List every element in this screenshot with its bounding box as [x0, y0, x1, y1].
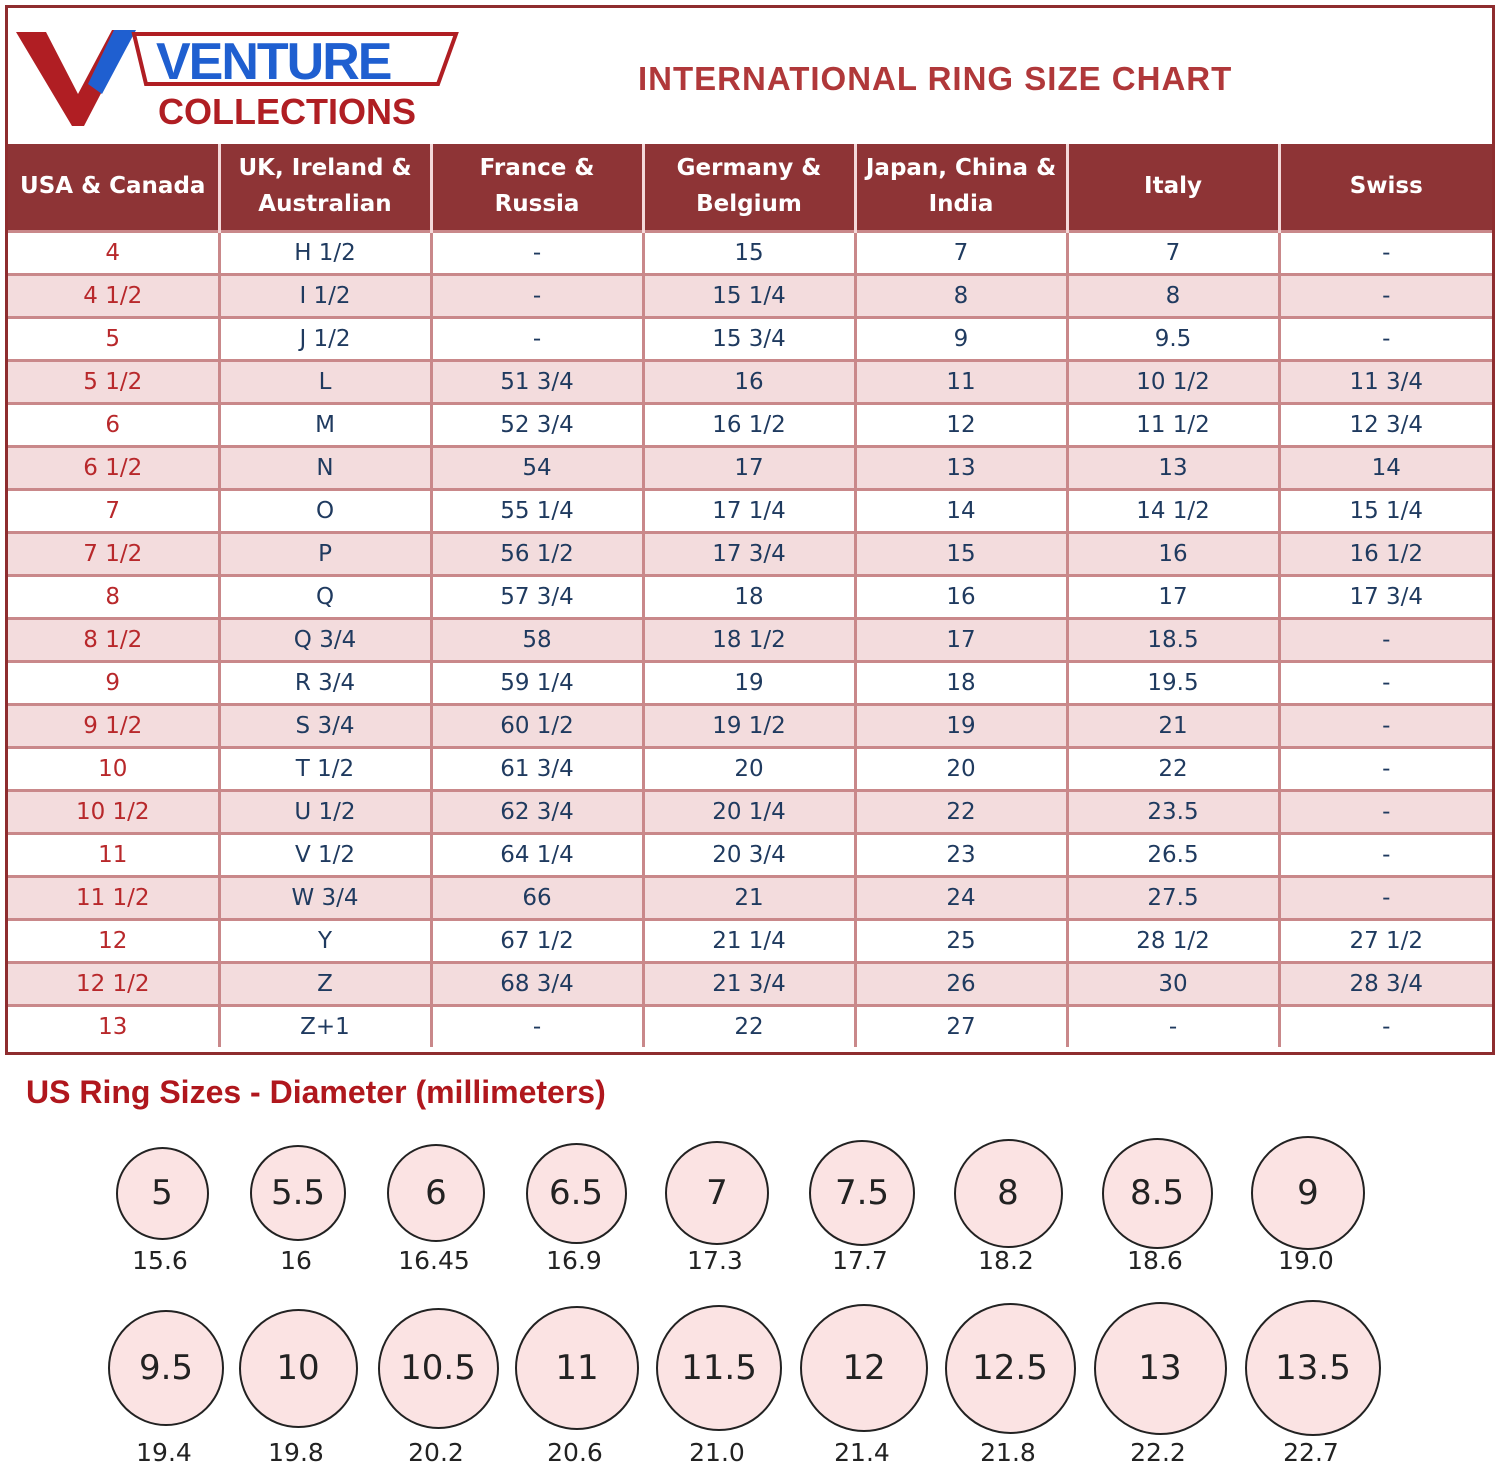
diameter-label: 19.8	[268, 1438, 324, 1467]
table-cell: 57 3/4	[431, 576, 643, 619]
ring-size-circle: 7.5	[809, 1140, 915, 1246]
table-cell: 8	[855, 275, 1067, 318]
table-cell: 28 3/4	[1279, 963, 1492, 1006]
table-cell: 21	[643, 877, 855, 920]
column-header-text: Belgium	[696, 191, 802, 217]
column-header	[643, 144, 855, 232]
column-header	[219, 144, 431, 232]
column-header	[8, 144, 219, 232]
table-cell: T 1/2	[219, 748, 431, 791]
table-cell: 21 1/4	[643, 920, 855, 963]
diameter-label: 21.4	[834, 1438, 890, 1467]
table-cell: 8 1/2	[8, 619, 219, 662]
table-cell: 14 1/2	[1067, 490, 1279, 533]
table-cell: S 3/4	[219, 705, 431, 748]
table-row	[8, 490, 1492, 533]
table-cell: 5 1/2	[8, 361, 219, 404]
table-cell: -	[1279, 1006, 1492, 1048]
table-cell: 20	[643, 748, 855, 791]
table-cell: H 1/2	[219, 232, 431, 275]
table-row	[8, 920, 1492, 963]
ring-size-circle: 13.5	[1245, 1300, 1381, 1436]
column-header-text: Italy	[1144, 173, 1202, 200]
ring-size-circle: 12	[800, 1304, 928, 1432]
table-cell: 17	[643, 447, 855, 490]
table-cell: 67 1/2	[431, 920, 643, 963]
table-cell: 18	[855, 662, 1067, 705]
diameter-label: 22.7	[1283, 1438, 1339, 1467]
ring-size-circle: 8.5	[1102, 1138, 1213, 1249]
diameter-label: 19.0	[1278, 1246, 1334, 1275]
ring-size-circle: 11.5	[656, 1305, 782, 1431]
table-row	[8, 576, 1492, 619]
diameter-label: 17.3	[687, 1246, 743, 1275]
table-cell: 11 1/2	[1067, 404, 1279, 447]
table-cell: 7	[8, 490, 219, 533]
table-cell: 22	[1067, 748, 1279, 791]
table-row	[8, 662, 1492, 705]
table-cell: P	[219, 533, 431, 576]
table-cell: 22	[855, 791, 1067, 834]
table-cell: 13	[855, 447, 1067, 490]
table-cell: -	[1067, 1006, 1279, 1048]
ring-size-circle: 7	[665, 1141, 769, 1245]
table-cell: Q 3/4	[219, 619, 431, 662]
table-row	[8, 318, 1492, 361]
column-header	[1067, 144, 1279, 232]
header	[8, 8, 1492, 144]
table-cell: 15	[855, 533, 1067, 576]
column-header	[855, 144, 1067, 232]
table-cell: 18	[643, 576, 855, 619]
table-row	[8, 705, 1492, 748]
ring-size-circle: 12.5	[945, 1303, 1076, 1434]
table-body	[8, 232, 1492, 1048]
table-cell: 21	[1067, 705, 1279, 748]
table-cell: 17 1/4	[643, 490, 855, 533]
table-cell: 30	[1067, 963, 1279, 1006]
diameter-label: 21.0	[689, 1438, 745, 1467]
table-cell: 17	[1067, 576, 1279, 619]
ring-size-circle: 5.5	[250, 1145, 346, 1241]
table-cell: 20 1/4	[643, 791, 855, 834]
table-cell: 11	[855, 361, 1067, 404]
table-cell: 8	[1067, 275, 1279, 318]
logo-text-bottom: COLLECTIONS	[158, 91, 416, 132]
table-cell: 19 1/2	[643, 705, 855, 748]
ring-size-circle: 9.5	[108, 1310, 224, 1426]
table-cell: -	[1279, 834, 1492, 877]
ring-size-circle: 6	[387, 1144, 485, 1242]
table-cell: 9 1/2	[8, 705, 219, 748]
column-header	[431, 144, 643, 232]
table-cell: -	[1279, 232, 1492, 275]
diameter-label: 19.4	[136, 1438, 192, 1467]
column-header-text: Swiss	[1349, 173, 1423, 200]
table-row	[8, 275, 1492, 318]
table-cell: 27 1/2	[1279, 920, 1492, 963]
table-cell: 14	[1279, 447, 1492, 490]
diameter-label: 18.6	[1127, 1246, 1183, 1275]
column-header-text: Australian	[258, 191, 392, 217]
ring-size-circle: 6.5	[526, 1143, 627, 1244]
ring-size-circle: 10.5	[378, 1308, 499, 1429]
table-cell: 55 1/4	[431, 490, 643, 533]
column-header-text: USA & Canada	[20, 173, 206, 200]
venture-collections-logo	[16, 22, 466, 132]
table-cell: 27	[855, 1006, 1067, 1048]
table-row	[8, 361, 1492, 404]
table-cell: V 1/2	[219, 834, 431, 877]
table-row	[8, 232, 1492, 275]
ring-size-circle: 9	[1251, 1136, 1365, 1250]
table-cell: O	[219, 490, 431, 533]
table-cell: 23.5	[1067, 791, 1279, 834]
table-cell: 16	[1067, 533, 1279, 576]
diameter-label: 17.7	[832, 1246, 888, 1275]
table-row	[8, 1006, 1492, 1048]
table-cell: 58	[431, 619, 643, 662]
table-cell: 28 1/2	[1067, 920, 1279, 963]
table-cell: -	[1279, 877, 1492, 920]
table-cell: U 1/2	[219, 791, 431, 834]
table-cell: M	[219, 404, 431, 447]
table-cell: W 3/4	[219, 877, 431, 920]
ring-size-circle: 5	[116, 1147, 209, 1240]
ring-size-circle: 11	[515, 1306, 639, 1430]
table-cell: 5	[8, 318, 219, 361]
table-cell: 11 1/2	[8, 877, 219, 920]
table-cell: 12	[855, 404, 1067, 447]
ring-size-circle: 13	[1094, 1302, 1227, 1435]
table-cell: 4 1/2	[8, 275, 219, 318]
table-cell: 4	[8, 232, 219, 275]
table-cell: R 3/4	[219, 662, 431, 705]
table-cell: -	[1279, 705, 1492, 748]
diameter-label: 20.2	[408, 1438, 464, 1467]
table-row	[8, 834, 1492, 877]
diameter-label: 16.45	[398, 1246, 470, 1275]
table-cell: -	[1279, 619, 1492, 662]
table-row	[8, 447, 1492, 490]
table-cell: 16 1/2	[643, 404, 855, 447]
table-cell: 15	[643, 232, 855, 275]
table-cell: -	[1279, 662, 1492, 705]
table-cell: Y	[219, 920, 431, 963]
table-cell: 56 1/2	[431, 533, 643, 576]
column-header-text: France & Russia	[479, 155, 595, 217]
table-cell: 19	[643, 662, 855, 705]
table-cell: 11 3/4	[1279, 361, 1492, 404]
diameter-label: 15.6	[132, 1246, 188, 1275]
table-cell: 8	[8, 576, 219, 619]
table-cell: 20	[855, 748, 1067, 791]
table-cell: 54	[431, 447, 643, 490]
table-row	[8, 791, 1492, 834]
table-cell: Z+1	[219, 1006, 431, 1048]
table-cell: 19	[855, 705, 1067, 748]
table-cell: 17 3/4	[643, 533, 855, 576]
column-header-text: UK, Ireland &	[238, 155, 412, 182]
diameter-label: 16	[280, 1246, 312, 1275]
ring-size-circle: 10	[239, 1309, 358, 1428]
table-cell: 13	[8, 1006, 219, 1048]
table-cell: 52 3/4	[431, 404, 643, 447]
table-cell: J 1/2	[219, 318, 431, 361]
table-cell: 18.5	[1067, 619, 1279, 662]
table-cell: 7	[855, 232, 1067, 275]
table-cell: 14	[855, 490, 1067, 533]
table-cell: 66	[431, 877, 643, 920]
table-cell: 15 1/4	[643, 275, 855, 318]
table-cell: -	[1279, 748, 1492, 791]
ring-size-circle: 8	[954, 1139, 1063, 1248]
table-cell: 18 1/2	[643, 619, 855, 662]
diameter-label: 18.2	[978, 1246, 1034, 1275]
table-cell: 27.5	[1067, 877, 1279, 920]
table-cell: -	[431, 275, 643, 318]
table-cell: 61 3/4	[431, 748, 643, 791]
diameter-label: 22.2	[1130, 1438, 1186, 1467]
table-row	[8, 963, 1492, 1006]
table-cell: 13	[1067, 447, 1279, 490]
table-cell: 9.5	[1067, 318, 1279, 361]
table-row	[8, 533, 1492, 576]
table-cell: -	[1279, 318, 1492, 361]
table-cell: 17 3/4	[1279, 576, 1492, 619]
table-cell: 9	[8, 662, 219, 705]
table-cell: 16	[643, 361, 855, 404]
logo-text-top: VENTURE	[156, 33, 391, 91]
table-cell: N	[219, 447, 431, 490]
table-cell: 9	[855, 318, 1067, 361]
table-cell: 6	[8, 404, 219, 447]
table-cell: 21 3/4	[643, 963, 855, 1006]
table-cell: -	[431, 1006, 643, 1048]
table-cell: 11	[8, 834, 219, 877]
diameter-section-title: US Ring Sizes - Diameter (millimeters)	[26, 1074, 606, 1110]
table-cell: 7	[1067, 232, 1279, 275]
column-header-text: Japan, China &	[865, 155, 1057, 182]
table-cell: 59 1/4	[431, 662, 643, 705]
table-cell: 16	[855, 576, 1067, 619]
table-row	[8, 877, 1492, 920]
table-cell: 10	[8, 748, 219, 791]
table-cell: 10 1/2	[8, 791, 219, 834]
table-cell: 12 3/4	[1279, 404, 1492, 447]
table-cell: 17	[855, 619, 1067, 662]
table-cell: 15 1/4	[1279, 490, 1492, 533]
table-cell: -	[1279, 791, 1492, 834]
table-cell: -	[1279, 275, 1492, 318]
table-cell: 12 1/2	[8, 963, 219, 1006]
table-cell: 6 1/2	[8, 447, 219, 490]
diameter-label: 16.9	[546, 1246, 602, 1275]
table-cell: L	[219, 361, 431, 404]
table-row	[8, 619, 1492, 662]
table-cell: 10 1/2	[1067, 361, 1279, 404]
table-cell: 23	[855, 834, 1067, 877]
table-cell: I 1/2	[219, 275, 431, 318]
diameter-label: 21.8	[980, 1438, 1036, 1467]
diameter-label: 20.6	[547, 1438, 603, 1467]
column-header-text: India	[928, 191, 994, 217]
ring-size-table-frame	[5, 5, 1495, 1055]
table-row	[8, 404, 1492, 447]
table-cell: -	[431, 318, 643, 361]
table-cell: 7 1/2	[8, 533, 219, 576]
table-cell: 62 3/4	[431, 791, 643, 834]
table-cell: 24	[855, 877, 1067, 920]
table-cell: 25	[855, 920, 1067, 963]
table-cell: 20 3/4	[643, 834, 855, 877]
table-cell: 68 3/4	[431, 963, 643, 1006]
table-cell: 22	[643, 1006, 855, 1048]
column-header	[1279, 144, 1492, 232]
column-header-text: Germany &	[676, 155, 822, 182]
table-cell: 15 3/4	[643, 318, 855, 361]
chart-title: INTERNATIONAL RING SIZE CHART	[638, 60, 1233, 97]
table-cell: 60 1/2	[431, 705, 643, 748]
table-cell: 64 1/4	[431, 834, 643, 877]
table-cell: 16 1/2	[1279, 533, 1492, 576]
table-cell: 26	[855, 963, 1067, 1006]
table-header-row	[8, 144, 1492, 232]
ring-size-table	[8, 144, 1492, 1047]
table-cell: 19.5	[1067, 662, 1279, 705]
table-cell: Q	[219, 576, 431, 619]
table-cell: -	[431, 232, 643, 275]
table-cell: 12	[8, 920, 219, 963]
table-cell: 26.5	[1067, 834, 1279, 877]
table-cell: Z	[219, 963, 431, 1006]
table-cell: 51 3/4	[431, 361, 643, 404]
table-row	[8, 748, 1492, 791]
